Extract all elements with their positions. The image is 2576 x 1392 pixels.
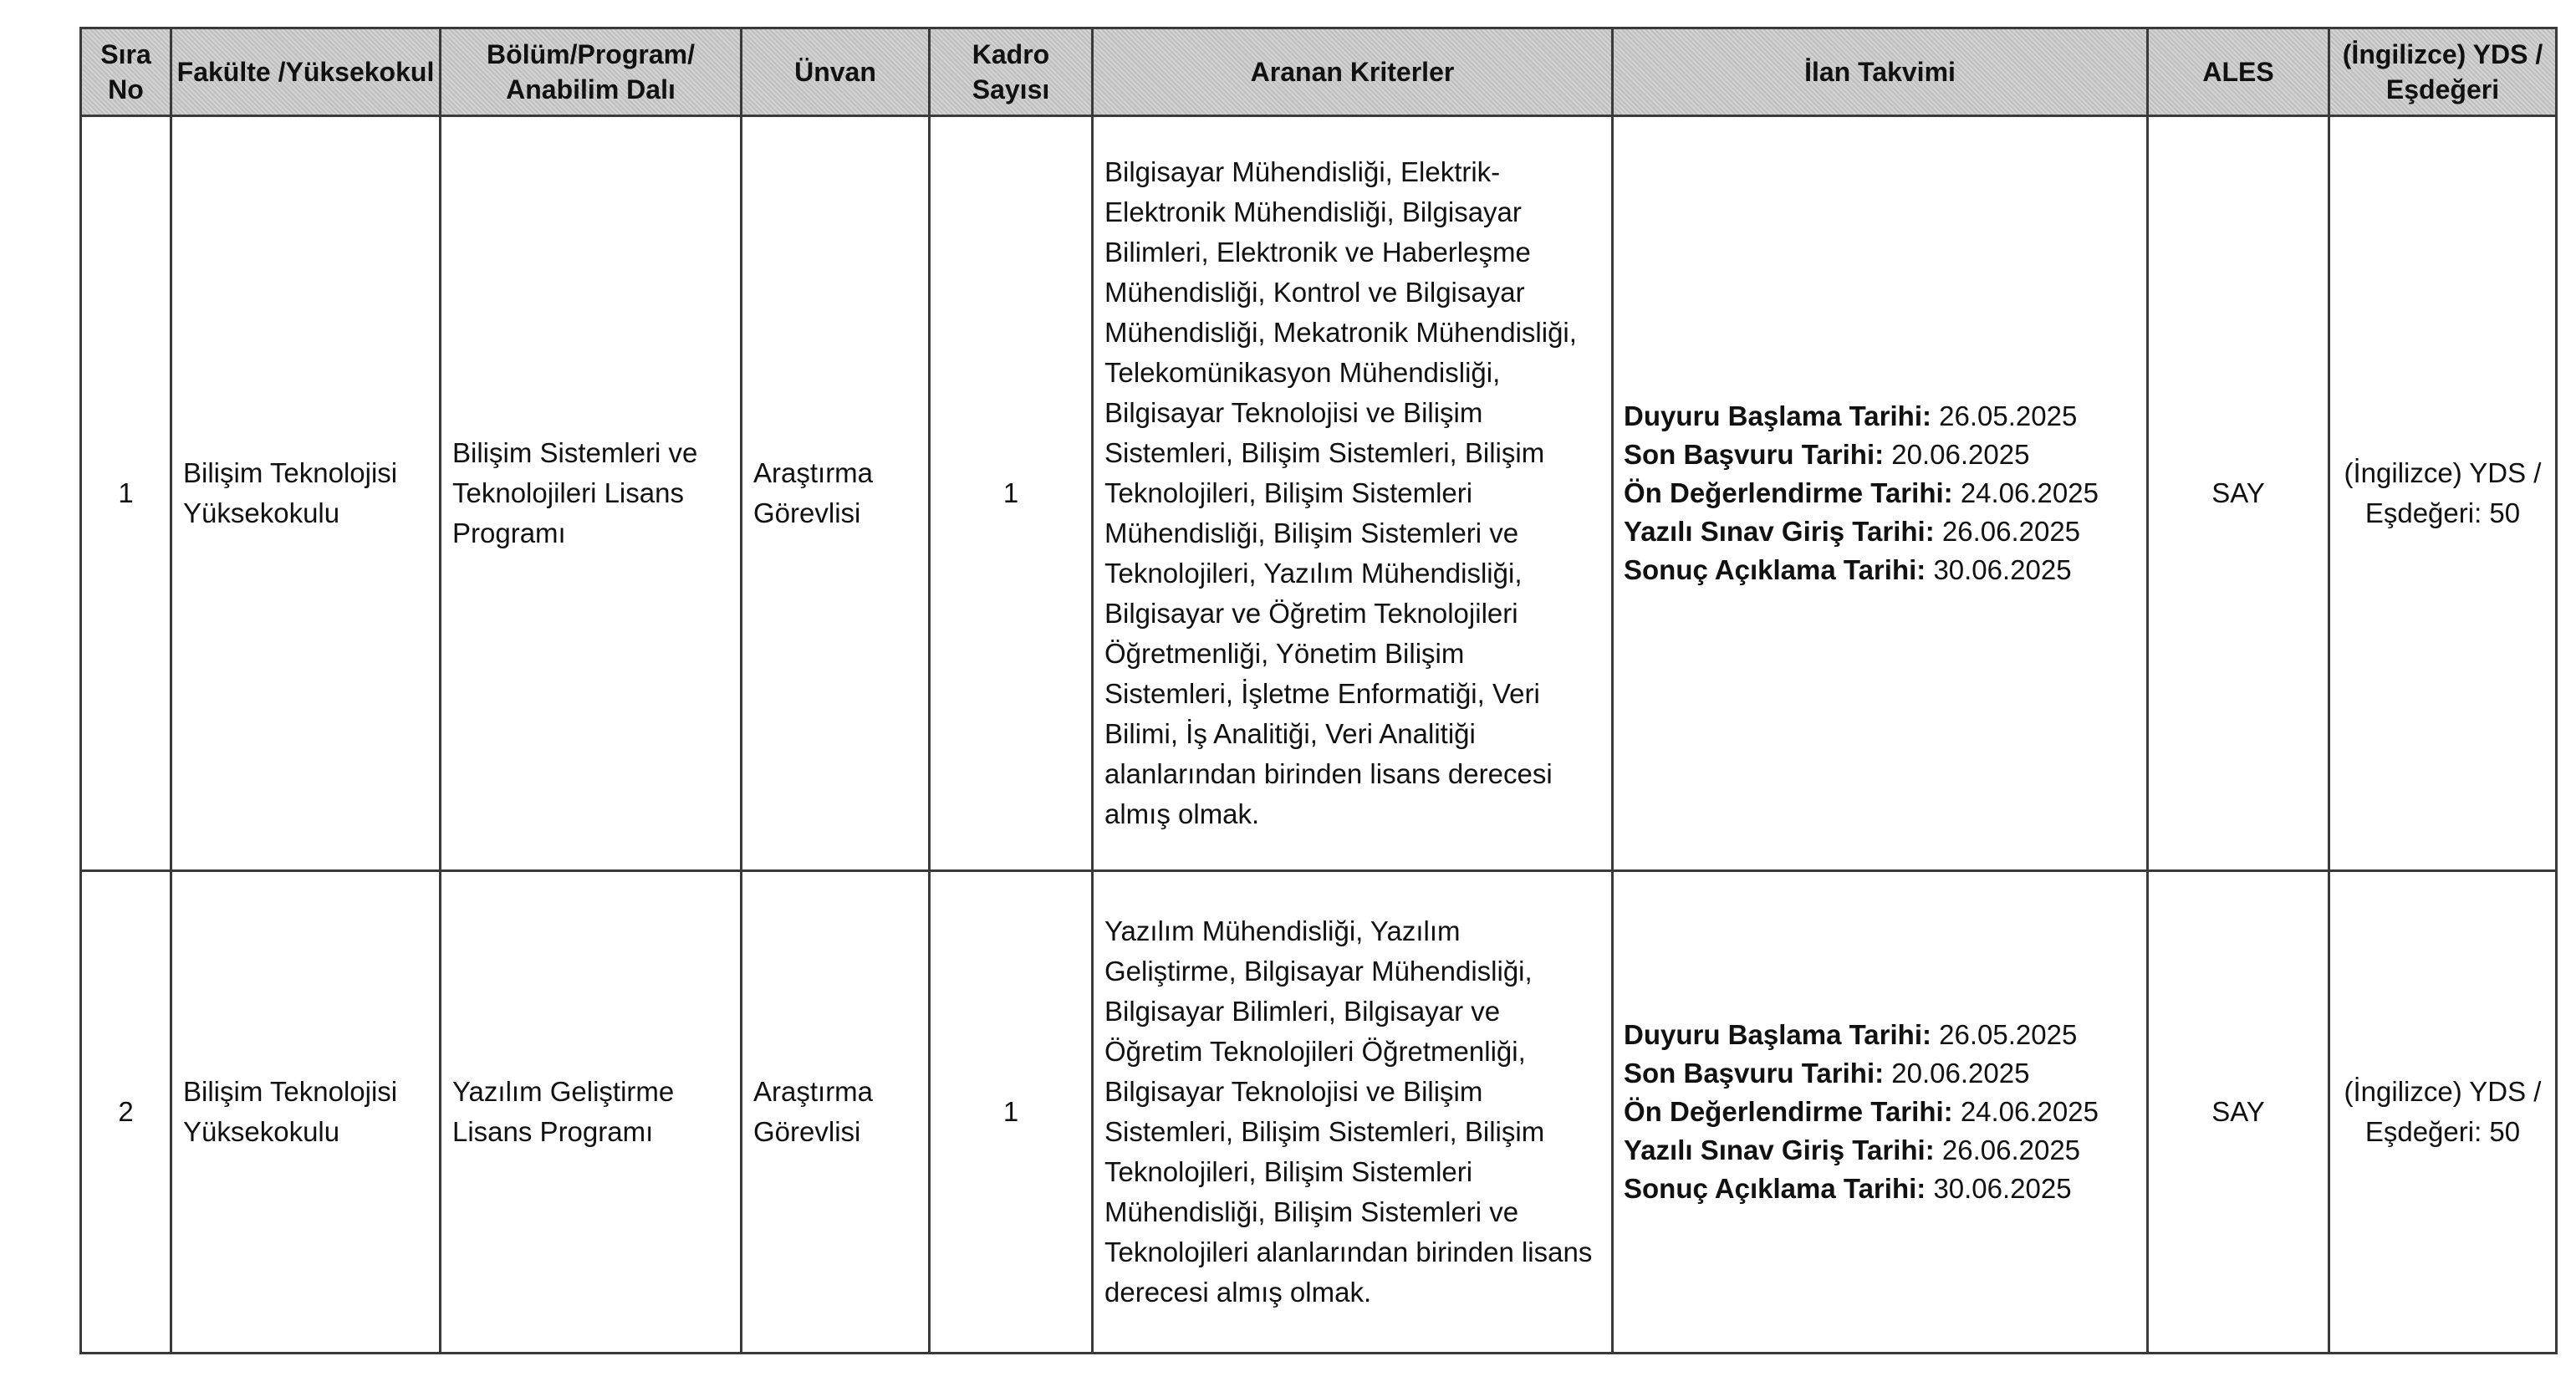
schedule-line <box>1624 474 2141 512</box>
header-sira-no: Sıra No <box>81 28 171 116</box>
header-ales: ALES <box>2148 28 2329 116</box>
schedule-label: Ön Değerlendirme Tarihi: <box>1624 1096 1953 1127</box>
schedule-line <box>1624 1093 2141 1131</box>
schedule-date: 24.06.2025 <box>1960 1096 2099 1127</box>
cell-takvim <box>1613 116 2148 871</box>
schedule-label: Ön Değerlendirme Tarihi: <box>1624 477 1953 508</box>
schedule-label: Sonuç Açıklama Tarihi: <box>1624 554 1926 585</box>
cell-sira-no: 2 <box>81 871 171 1354</box>
cell-yds: (İngilizce) YDS / Eşdeğeri: 50 <box>2329 116 2557 871</box>
header-takvim: İlan Takvimi <box>1613 28 2148 116</box>
header-fakulte: Fakülte /Yüksekokul <box>171 28 441 116</box>
schedule-line <box>1624 1170 2141 1208</box>
schedule-line <box>1624 512 2141 551</box>
header-bolum: Bölüm/Program/ Anabilim Dalı <box>441 28 742 116</box>
cell-bolum: Bilişim Sistemleri ve Teknolojileri Lisans Programı <box>441 116 742 871</box>
cell-unvan: Araştırma Görevlisi <box>742 116 930 871</box>
schedule-date: 20.06.2025 <box>1891 1058 2030 1089</box>
schedule-label: Son Başvuru Tarihi: <box>1624 1058 1885 1089</box>
cell-unvan: Araştırma Görevlisi <box>742 871 930 1354</box>
position-listing-table <box>79 27 2558 1354</box>
cell-fakulte: Bilişim Teknolojisi Yüksekokulu <box>171 871 441 1354</box>
schedule-label: Sonuç Açıklama Tarihi: <box>1624 1173 1926 1204</box>
schedule-label: Duyuru Başlama Tarihi: <box>1624 400 1931 431</box>
cell-ales: SAY <box>2148 871 2329 1354</box>
schedule-date: 30.06.2025 <box>1933 554 2072 585</box>
schedule-date: 26.06.2025 <box>1941 516 2081 547</box>
schedule-line <box>1624 397 2141 436</box>
header-kriter: Aranan Kriterler <box>1093 28 1613 116</box>
schedule-date: 26.05.2025 <box>1939 400 2078 431</box>
schedule-line <box>1624 1131 2141 1170</box>
cell-kriter: Bilgisayar Mühendisliği, Elektrik-Elektronik Mühendisliği, Bilgisayar Bilimleri, Elektronik ve Haberleşme Mühendisliği, Kontrol ve Bilgisayar Mühendisliği, Mekatronik Mühendisliği, Telekomünikasyon Mühendisliği, Bilgisayar Teknolojisi ve Bilişim Sistemleri, Bilişim Sistemleri, Bilişim Teknolojileri, Bilişim Sistemleri Mühendisliği, Bilişim Sistemleri ve Teknolojileri, Yazılım Mühendisliği, Bilgisayar ve Öğretim Teknolojileri Öğretmenliği, Yönetim Bilişim Sistemleri, İşletme Enformatiği, Veri Bilimi, İş Analitiği, Veri Analitiği alanlarından birinden lisans derecesi almış olmak. <box>1093 116 1613 871</box>
schedule-line <box>1624 1054 2141 1093</box>
cell-sira-no: 1 <box>81 116 171 871</box>
header-unvan: Ünvan <box>742 28 930 116</box>
schedule-date: 26.06.2025 <box>1941 1135 2081 1165</box>
schedule-date: 20.06.2025 <box>1891 439 2030 470</box>
schedule-label: Son Başvuru Tarihi: <box>1624 439 1885 470</box>
schedule-label: Duyuru Başlama Tarihi: <box>1624 1019 1931 1050</box>
schedule-line <box>1624 1016 2141 1054</box>
cell-fakulte: Bilişim Teknolojisi Yüksekokulu <box>171 116 441 871</box>
schedule-date: 30.06.2025 <box>1933 1173 2072 1204</box>
cell-yds: (İngilizce) YDS / Eşdeğeri: 50 <box>2329 871 2557 1354</box>
cell-ales: SAY <box>2148 116 2329 871</box>
schedule-date: 26.05.2025 <box>1939 1019 2078 1050</box>
cell-bolum: Yazılım Geliştirme Lisans Programı <box>441 871 742 1354</box>
schedule-line <box>1624 551 2141 589</box>
cell-kadro: 1 <box>930 116 1093 871</box>
header-yds: (İngilizce) YDS / Eşdeğeri <box>2329 28 2557 116</box>
schedule-line <box>1624 436 2141 474</box>
table-row <box>81 116 2557 871</box>
header-kadro: Kadro Sayısı <box>930 28 1093 116</box>
cell-takvim <box>1613 871 2148 1354</box>
schedule-label: Yazılı Sınav Giriş Tarihi: <box>1624 516 1935 547</box>
cell-kriter: Yazılım Mühendisliği, Yazılım Geliştirme, Bilgisayar Mühendisliği, Bilgisayar Bilimleri, Bilgisayar ve Öğretim Teknolojileri Öğretmenliği, Bilgisayar Teknolojisi ve Bilişim Sistemleri, Bilişim Sistemleri, Bilişim Teknolojileri, Bilişim Sistemleri Mühendisliği, Bilişim Sistemleri ve Teknolojileri alanlarından birinden lisans derecesi almış olmak. <box>1093 871 1613 1354</box>
cell-kadro: 1 <box>930 871 1093 1354</box>
schedule-date: 24.06.2025 <box>1960 477 2099 508</box>
table-row <box>81 871 2557 1354</box>
header-row <box>81 28 2557 116</box>
schedule-label: Yazılı Sınav Giriş Tarihi: <box>1624 1135 1935 1165</box>
